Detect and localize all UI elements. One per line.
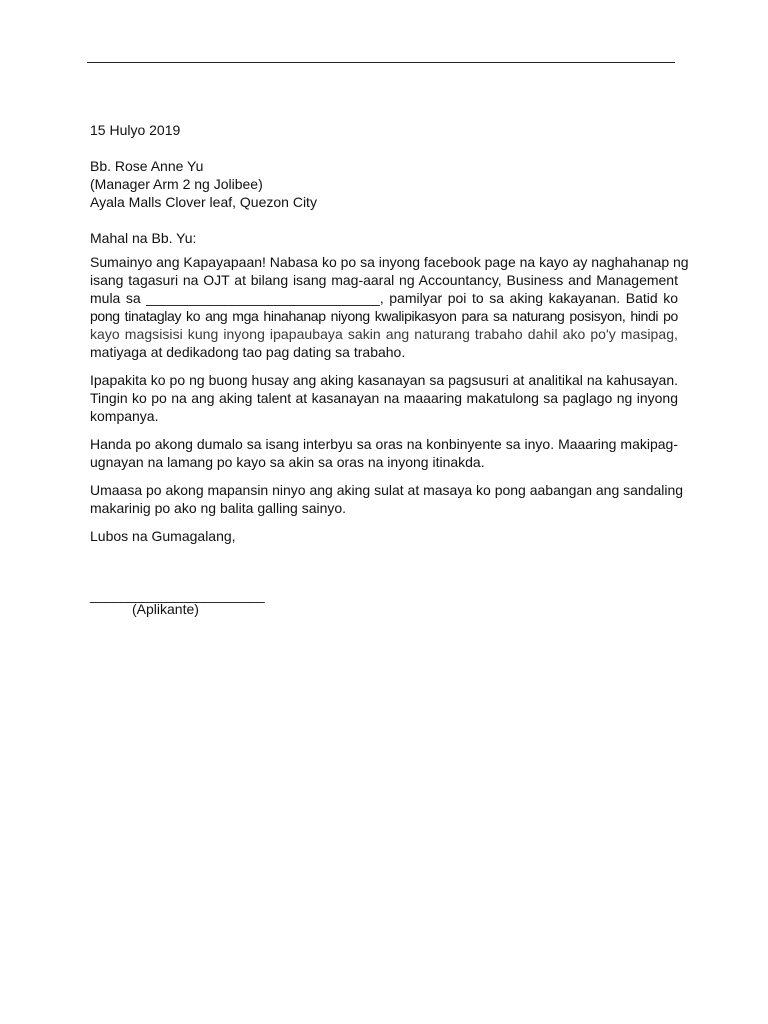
paragraph-line: Sumainyo ang Kapayapaan! Nabasa ko po sa inyong facebook page na kayo ay naghahanap ng: [90, 254, 689, 270]
salutation: Mahal na Bb. Yu:: [90, 230, 197, 246]
closing: Lubos na Gumagalang,: [90, 528, 236, 544]
recipient-address: Ayala Malls Clover leaf, Quezon City: [90, 194, 317, 210]
paragraph-line: kayo magsisisi kung inyong ipapaubaya sakin ang naturang trabaho dahil ako po'y masipag,: [90, 326, 678, 342]
letter-date: 15 Hulyo 2019: [90, 122, 181, 138]
paragraph-4: [90, 481, 684, 517]
recipient-title: (Manager Arm 2 ng Jolibee): [90, 176, 263, 192]
paragraph-line: Tingin ko po na ang aking talent at kasanayan na maaaring makatulong sa paglago ng inyong: [90, 390, 678, 406]
header-rule: [87, 62, 675, 63]
paragraph-line: Handa po akong dumalo sa isang interbyu sa oras na konbinyente sa inyo. Maaaring makipag-: [90, 436, 678, 452]
paragraph-3: [90, 435, 678, 471]
recipient-name: Bb. Rose Anne Yu: [90, 158, 204, 174]
paragraph-line: matiyaga at dedikadong tao pag dating sa trabaho.: [90, 344, 406, 360]
paragraph-line: kompanya.: [90, 408, 159, 424]
signature-line: _______________________: [90, 587, 265, 603]
signature-label: (Aplikante): [132, 601, 199, 617]
paragraph-1: [90, 253, 689, 361]
paragraph-line: Umaasa po akong mapansin ninyo ang aking sulat at masaya ko pong aabangan ang sandaling: [90, 482, 684, 498]
paragraph-line: ugnayan na lamang po kayo sa akin sa oras na inyong itinakda.: [90, 454, 485, 470]
paragraph-line: makarinig po ako ng balita galling sainyo.: [90, 500, 347, 516]
paragraph-line: isang tagasuri na OJT at bilang isang mag-aaral ng Accountancy, Business and Management: [90, 272, 678, 288]
paragraph-line: mula sa ______________________________, pamilyar poi to sa aking kakayanan. Batid ko: [90, 290, 678, 306]
paragraph-line: Ipapakita ko po ng buong husay ang aking kasanayan sa pagsusuri at analitikal na kahusayan.: [90, 372, 678, 388]
paragraph-2: [90, 371, 678, 425]
paragraph-line: pong tinataglay ko ang mga hinahanap niyong kwalipikasyon para sa naturang posisyon, hindi po: [90, 308, 678, 324]
